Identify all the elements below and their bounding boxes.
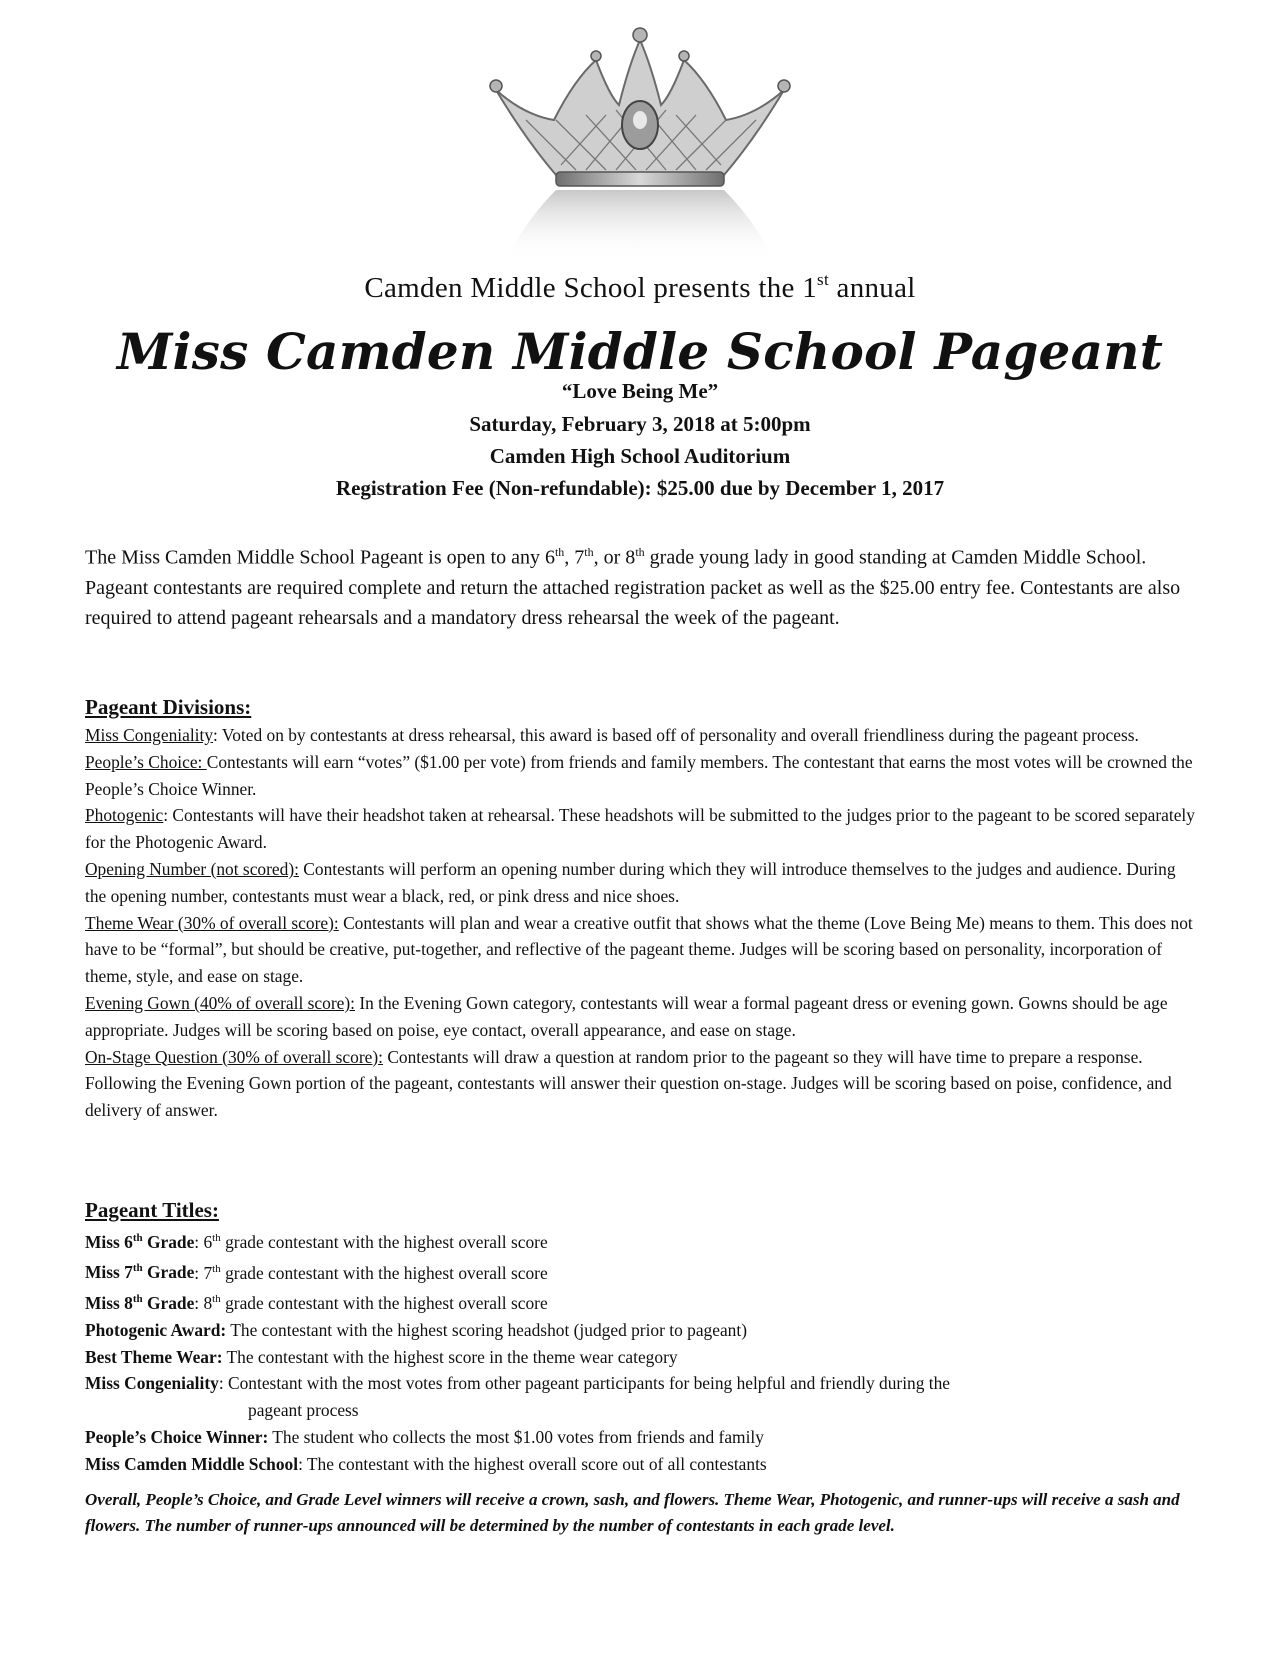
division-text: : Voted on by contestants at dress rehearsal, this award is based off of personality and overall friendliness during the pageant process. (213, 725, 1139, 745)
presents-sup: st (817, 270, 829, 289)
intro-part2: , 7 (564, 546, 585, 569)
division-text: Contestants will earn “votes” ($1.00 per vote) from friends and family members. The contestant that earns the most votes will be crowned the People’s Choice Winner. (85, 751, 1193, 799)
title-row-miss8 (85, 1286, 1195, 1317)
title-label-part: Miss 8 (85, 1292, 133, 1313)
title-label (85, 1293, 194, 1313)
theme-line: “Love Being Me” (561, 379, 719, 403)
title-label-sup: th (132, 1232, 143, 1244)
title-text-sup: th (212, 1262, 221, 1275)
divisions-list (85, 722, 1195, 1124)
division-item (85, 910, 1195, 990)
division-item (85, 722, 1195, 749)
division-label: Opening Number (not scored): (85, 858, 299, 879)
page-title: Miss Camden Middle School Pageant (116, 322, 1164, 381)
division-item (85, 1044, 1195, 1124)
title-label-part: Miss 6 (85, 1231, 133, 1252)
title-text-part: grade contestant with the highest overall score (220, 1231, 548, 1252)
division-item (85, 749, 1195, 803)
venue-line: Camden High School Auditorium (489, 444, 791, 468)
division-label: Theme Wear (30% of overall score): (85, 912, 339, 933)
title-label: People’s Choice Winner: (85, 1426, 269, 1447)
title-label-part: Grade (142, 1231, 195, 1252)
title-text-part: grade contestant with the highest overall score (220, 1262, 548, 1283)
division-text: : Contestants will have their headshot taken at rehearsal. These headshots will be submitted to the judges prior to the pageant to be scored separately for the Photogenic Award. (85, 805, 1195, 853)
intro-part1: The Miss Camden Middle School Pageant is open to any 6 (85, 546, 555, 569)
title-label-sup: th (132, 1262, 143, 1275)
title-row-congeniality-cont: pageant process (248, 1400, 359, 1421)
division-item (85, 802, 1195, 856)
title-label (85, 1262, 194, 1282)
title-label: Photogenic Award: (85, 1319, 227, 1340)
title-label-part: Grade (142, 1262, 195, 1283)
division-label: On-Stage Question (30% of overall score): (85, 1046, 383, 1067)
intro-sup2: th (584, 545, 594, 559)
title-row-photogenic (85, 1317, 1195, 1344)
title-text: The student who collects the most $1.00 votes from friends and family (268, 1426, 764, 1447)
presents-pre: Camden Middle School presents the 1 (364, 272, 818, 304)
division-item (85, 856, 1195, 910)
division-label: People’s Choice: (85, 751, 207, 772)
title-text-part: grade contestant with the highest overall score (220, 1292, 548, 1313)
division-text: Contestants will draw a question at random prior to the pageant so they will have time to prepare a response. Following the Evening Gown portion of the pageant, contestants will answer their question on-stage. Judges will be scoring based on poise, confidence, and delivery of answer. (85, 1046, 1172, 1121)
title-label: Miss Congeniality (85, 1373, 219, 1394)
titles-heading: Pageant Titles: (85, 1198, 219, 1222)
division-label: Evening Gown (40% of overall score): (85, 992, 355, 1013)
title-text-part: : 6 (194, 1231, 213, 1252)
presents-post: annual (828, 272, 916, 304)
intro-sup3: th (635, 545, 645, 559)
division-text: Contestants will perform an opening number during which they will introduce themselves to the judges and audience. During the opening number, contestants must wear a black, red, or pink dress and nice shoes. (85, 858, 1176, 906)
intro-part4: grade young lady in good standing at Camden Middle School. Pageant contestants are required complete and return the attached registration packet as well as the $25.00 entry fee. Contestants are also required to attend pageant rehearsals and a mandatory dress rehearsal the week of the pageant. (85, 546, 1181, 629)
title-text-sup: th (212, 1293, 221, 1306)
intro-sup1: th (554, 545, 565, 559)
title-text-sup: th (212, 1232, 221, 1244)
title-label-part: Grade (142, 1292, 195, 1313)
title-text: : The contestant with the highest overall score out of all contestants (298, 1453, 767, 1474)
title-row-theme (85, 1344, 1195, 1371)
date-line: Saturday, February 3, 2018 at 5:00pm (469, 412, 811, 436)
title-text: The contestant with the highest score in the theme wear category (222, 1346, 678, 1367)
divisions-heading: Pageant Divisions: (85, 695, 252, 719)
intro-part3: , or 8 (593, 546, 636, 569)
awards-note: Overall, People’s Choice, and Grade Level winners will receive a crown, sash, and flowers. Theme Wear, Photogenic, and runner-ups will receive a sash and flowers. The number of runner-ups announced will be determined by the number of contestants in each grade level. (85, 1490, 1180, 1535)
title-row-peoples (85, 1424, 1195, 1451)
division-text: In the Evening Gown category, contestants will wear a formal pageant dress or evening gown. Gowns should be age appropriate. Judges will be scoring based on poise, eye contact, overall appearance, and ease on stage. (85, 992, 1168, 1040)
title-label: Best Theme Wear: (85, 1346, 223, 1367)
title-row-congeniality (85, 1370, 1195, 1397)
title-text-part: : 8 (194, 1292, 213, 1313)
division-label: Miss Congeniality (85, 725, 214, 745)
title-text-part: : 7 (194, 1262, 213, 1283)
title-row-miss7 (85, 1256, 1195, 1287)
intro-paragraph (85, 537, 1195, 633)
title-label (85, 1232, 194, 1252)
title-text: The contestant with the highest scoring headshot (judged prior to pageant) (226, 1319, 748, 1340)
titles-list (85, 1225, 1195, 1478)
title-text: : Contestant with the most votes from other pageant participants for being helpful and friendly during the (218, 1373, 951, 1394)
title-row-miss6 (85, 1225, 1195, 1256)
title-label-part: Miss 7 (85, 1262, 133, 1283)
division-item (85, 990, 1195, 1044)
title-row-overall (85, 1451, 1195, 1478)
presents-line (0, 272, 1280, 305)
division-text: Contestants will plan and wear a creative outfit that shows what the theme (Love Being Me) means to them. This does not have to be “formal”, but should be creative, put-together, and reflective of the pageant theme. Judges will be scoring based on personality, incorporation of theme, style, and ease on stage. (85, 912, 1193, 987)
title-label-sup: th (132, 1293, 143, 1306)
fee-line: Registration Fee (Non-refundable): $25.00 due by December 1, 2017 (335, 476, 945, 500)
division-label: Photogenic (85, 805, 164, 826)
title-label: Miss Camden Middle School (85, 1453, 299, 1474)
crown-image (456, 20, 824, 275)
